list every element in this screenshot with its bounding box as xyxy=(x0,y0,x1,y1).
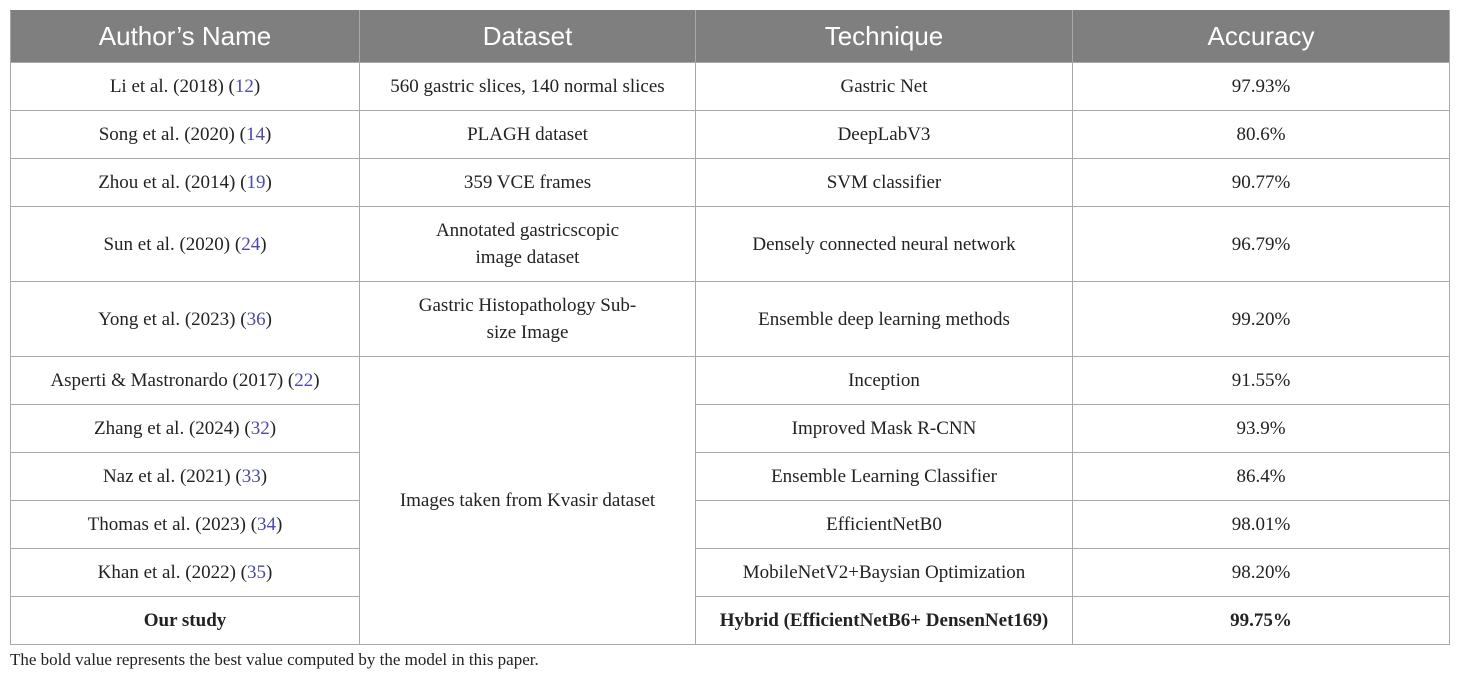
author-name: Zhou et al. (2014) xyxy=(98,172,236,193)
author-cell: Song et al. (2020) (14) xyxy=(11,111,360,159)
accuracy-cell: 99.75% xyxy=(1073,597,1450,645)
technique-cell: SVM classifier xyxy=(696,159,1073,207)
reference-link[interactable]: 32 xyxy=(250,418,270,439)
header-author: Author’s Name xyxy=(11,11,360,63)
author-cell: Khan et al. (2022) (35) xyxy=(11,549,360,597)
table-row xyxy=(11,207,1450,282)
author-name: Naz et al. (2021) xyxy=(102,466,231,487)
author-cell: Asperti & Mastronardo (2017) (22) xyxy=(11,357,360,405)
author-name: Yong et al. (2023) xyxy=(98,308,236,330)
reference-link[interactable]: 36 xyxy=(246,308,266,330)
accuracy-cell: 90.77% xyxy=(1073,159,1450,207)
technique-cell: MobileNetV2+Baysian Optimization xyxy=(696,549,1073,597)
reference-link[interactable]: 24 xyxy=(241,233,261,255)
author-name: Sun et al. (2020) xyxy=(103,233,231,255)
dataset-line: Gastric Histopathology Sub- xyxy=(418,295,637,316)
dataset-cell-merged: Images taken from Kvasir dataset xyxy=(360,357,696,645)
table-row xyxy=(11,63,1450,111)
table-row xyxy=(11,111,1450,159)
table-row xyxy=(11,501,1450,549)
technique-cell: Ensemble deep learning methods xyxy=(696,282,1073,357)
author-cell: Our study xyxy=(11,597,360,645)
table-row xyxy=(11,405,1450,453)
dataset-cell: 359 VCE frames xyxy=(360,159,696,207)
author-name: Song et al. (2020) xyxy=(98,124,235,145)
accuracy-cell: 98.20% xyxy=(1073,549,1450,597)
reference-link[interactable]: 12 xyxy=(234,76,254,97)
author-name: Khan et al. (2022) xyxy=(97,562,236,583)
header-technique: Technique xyxy=(696,11,1073,63)
accuracy-cell: 96.79% xyxy=(1073,207,1450,282)
table-footnote: The bold value represents the best value computed by the model in this paper. xyxy=(10,650,539,669)
accuracy-cell: 86.4% xyxy=(1073,453,1450,501)
header-dataset: Dataset xyxy=(360,11,696,63)
accuracy-cell: 97.93% xyxy=(1073,63,1450,111)
author-cell: Yong et al. (2023) (36) xyxy=(11,282,360,357)
table-row xyxy=(11,282,1450,357)
dataset-line: image dataset xyxy=(475,247,580,268)
technique-cell: DeepLabV3 xyxy=(696,111,1073,159)
author-cell: Naz et al. (2021) (33) xyxy=(11,453,360,501)
accuracy-cell: 80.6% xyxy=(1073,111,1450,159)
technique-cell: Densely connected neural network xyxy=(696,207,1073,282)
table-row xyxy=(11,453,1450,501)
author-cell: Zhou et al. (2014) (19) xyxy=(11,159,360,207)
table-row xyxy=(11,357,1450,405)
table-row-our-study xyxy=(11,597,1450,645)
dataset-cell xyxy=(360,282,696,357)
author-cell: Thomas et al. (2023) (34) xyxy=(11,501,360,549)
accuracy-cell: 93.9% xyxy=(1073,405,1450,453)
header-accuracy: Accuracy xyxy=(1073,11,1450,63)
technique-cell: Ensemble Learning Classifier xyxy=(696,453,1073,501)
accuracy-cell: 99.20% xyxy=(1073,282,1450,357)
table-row xyxy=(11,159,1450,207)
technique-cell: EfficientNetB0 xyxy=(696,501,1073,549)
author-cell: Zhang et al. (2024) (32) xyxy=(11,405,360,453)
dataset-line: Annotated gastricscopic xyxy=(435,220,620,241)
reference-link[interactable]: 14 xyxy=(245,124,265,145)
reference-link[interactable]: 22 xyxy=(294,370,314,391)
author-name: Zhang et al. (2024) xyxy=(93,418,240,439)
author-cell: Sun et al. (2020) (24) xyxy=(11,207,360,282)
accuracy-cell: 98.01% xyxy=(1073,501,1450,549)
accuracy-cell: 91.55% xyxy=(1073,357,1450,405)
technique-cell: Gastric Net xyxy=(696,63,1073,111)
technique-cell: Hybrid (EfficientNetB6+ DensenNet169) xyxy=(696,597,1073,645)
table-row xyxy=(11,549,1450,597)
comparison-table xyxy=(10,10,1450,645)
reference-link[interactable]: 19 xyxy=(246,172,266,193)
dataset-line: size Image xyxy=(486,322,569,343)
author-name: Thomas et al. (2023) xyxy=(87,514,246,535)
dataset-cell: 560 gastric slices, 140 normal slices xyxy=(360,63,696,111)
dataset-cell xyxy=(360,207,696,282)
reference-link[interactable]: 33 xyxy=(241,466,261,487)
author-name: Asperti & Mastronardo (2017) xyxy=(50,370,284,391)
table-header-row xyxy=(11,11,1450,63)
author-name: Li et al. (2018) xyxy=(109,76,224,97)
author-cell: Li et al. (2018) (12) xyxy=(11,63,360,111)
dataset-cell: PLAGH dataset xyxy=(360,111,696,159)
reference-link[interactable]: 34 xyxy=(257,514,277,535)
technique-cell: Inception xyxy=(696,357,1073,405)
reference-link[interactable]: 35 xyxy=(246,562,266,583)
technique-cell: Improved Mask R-CNN xyxy=(696,405,1073,453)
